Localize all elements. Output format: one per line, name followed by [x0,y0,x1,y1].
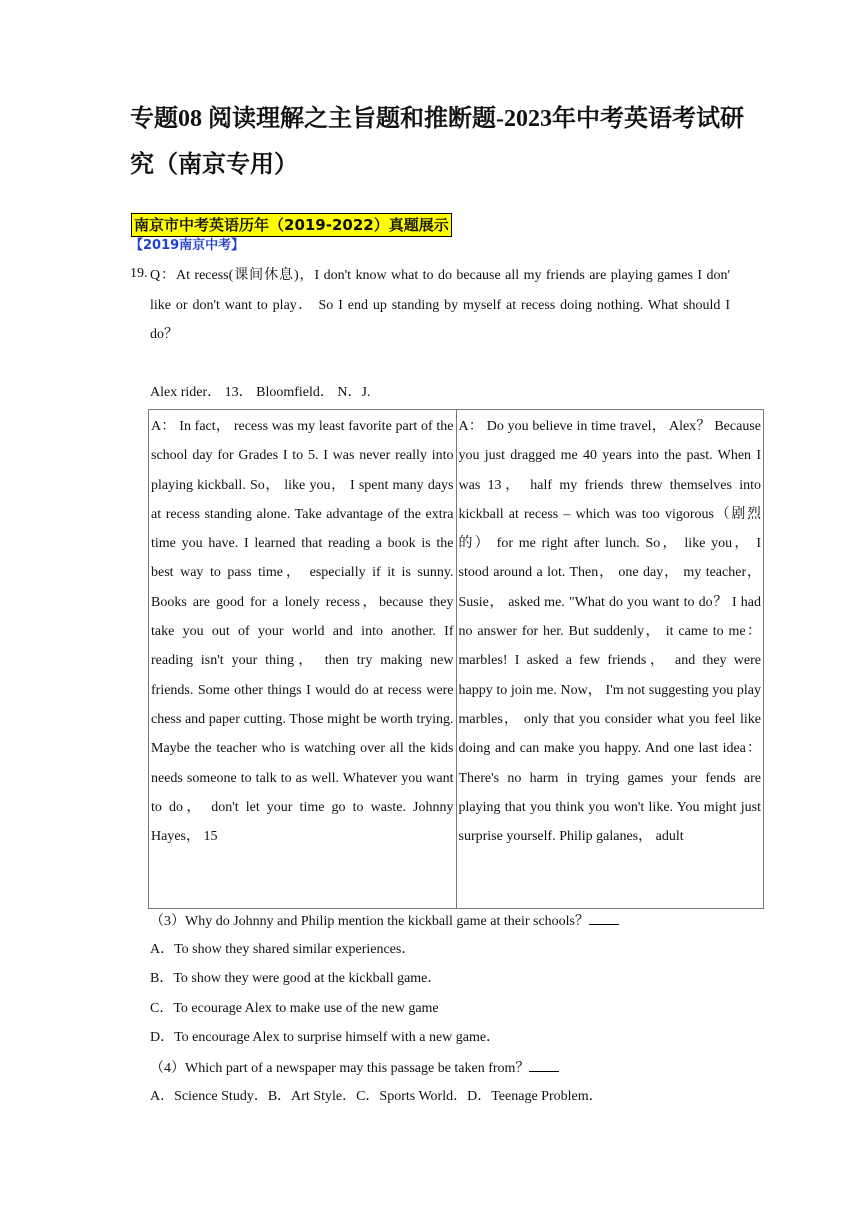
answer-blank [529,1057,559,1072]
answer-cell-philip: A： Do you believe in time travel， Alex？ Because you just dragged me 40 years into the past. When I was 13， half my friends threw themselves into kickball at recess – which was too vigorous（剧烈的） for me right after lunch. So， like you， I stood around a lot. Then， one day， my teacher， Susie， asked me. "What do you want to do？ I had no answer for her. But suddenly， it came to me：marbles! I asked a few friends， and they were happy to join me. Now， I'm not suggesting you play marbles， only that you consider what you feel like doing and can make you happy. And one last idea： There's no harm in trying games your fends are playing that you think you won't like. You might just surprise yourself. Philip galanes， adult [456,410,764,909]
answers-table [148,409,764,909]
option-b: B．To show they were good at the kickball game． [150,971,442,986]
question-text: Q：At recess(课间休息)，I don't know what to do because all my friends are playing games I don' like or don't want to play． So I end up standing by myself at recess doing nothing. What should I do？ [150,268,730,342]
section-banner: 南京市中考英语历年（2019-2022）真题展示 [131,213,452,237]
option-d: D．To encourage Alex to surprise himself with a new game． [150,1030,501,1045]
answer-blank [589,910,619,925]
question-4 [150,1057,559,1079]
option-c: C．To ecourage Alex to make use of the new game [150,1001,439,1016]
question-number: 19. [130,266,148,281]
answer-cell-johnny: A： In fact， recess was my least favorite part of the school day for Grades I to 5. I was never really into playing kickball. So， like you， I spent many days at recess standing alone. Take advantage of the extra time you have. I learned that reading a book is the best way to pass time， especially if it is sunny. Books are good for a lonely recess，because they take you out of your world and into another. If reading isn't your thing， then try making new friends. Some other things I would do at recess were chess and paper cutting. Those might be worth trying. Maybe the teacher who is watching over all the kids needs someone to talk to as well. Whatever you want to do， don't let your time go to waste. Johnny Hayes， 15 [149,410,457,909]
document-title: 专题08 阅读理解之主旨题和推断题-2023年中考英语考试研究（南京专用） [130,106,744,178]
question-signature: Alex rider． 13． Bloomfield． N．J. [150,385,371,400]
question-4-options: A．Science Study．B．Art Style．C．Sports World．D．Teenage Problem． [150,1089,603,1104]
question-3-stem: （3）Why do Johnny and Philip mention the kickball game at their schools？ [150,914,589,929]
table-row [149,410,764,909]
question-3 [150,910,619,932]
option-a: A．To show they shared similar experiences． [150,942,416,957]
exam-year-tag: 【2019南京中考】 [130,238,245,253]
question-4-stem: （4）Which part of a newspaper may this passage be taken from？ [150,1061,530,1076]
